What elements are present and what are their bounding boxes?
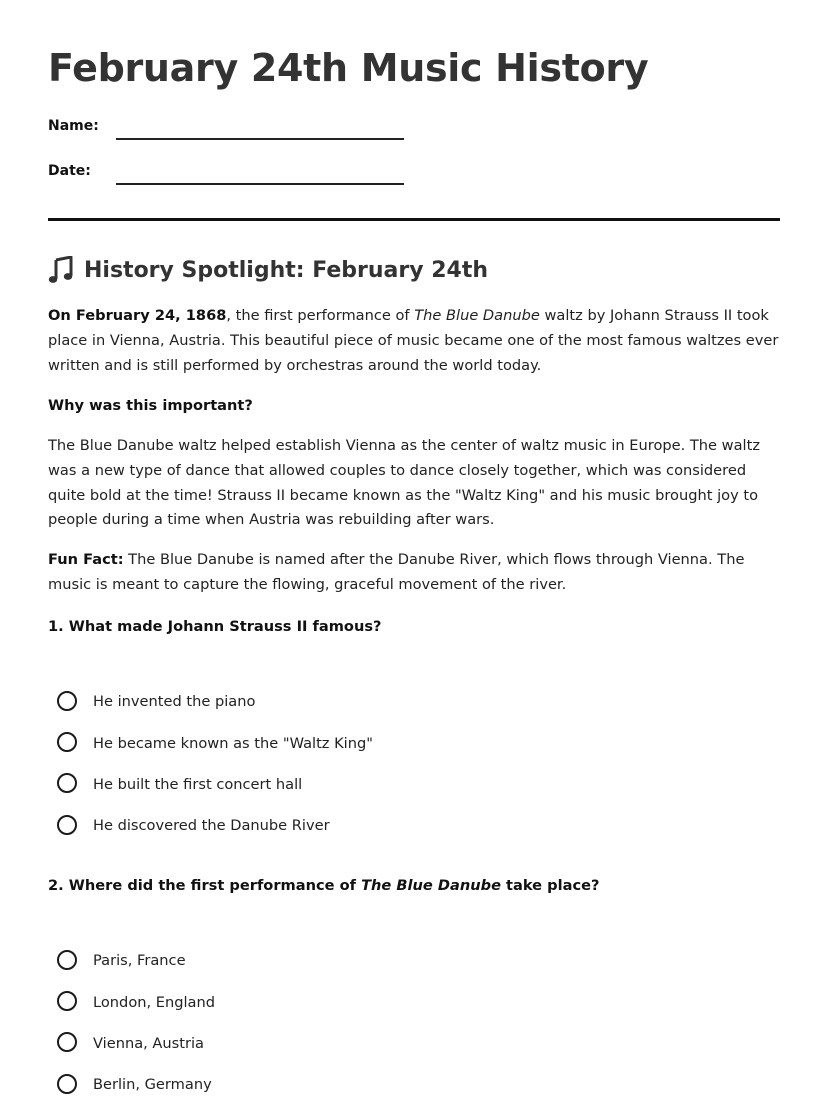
option-label: He built the first concert hall xyxy=(93,775,303,793)
intro-text-before-title: , the first performance of xyxy=(226,307,415,324)
name-label: Name: xyxy=(48,118,99,134)
name-input-line[interactable] xyxy=(116,138,404,140)
question-2-option-b[interactable] xyxy=(57,981,215,1022)
date-label: Date: xyxy=(48,163,91,179)
fun-fact-text: The Blue Danube is named after the Danube River, which flows through Vienna. The music is meant to capture the flowing, graceful movement of the river. xyxy=(48,551,745,593)
radio-button-icon[interactable] xyxy=(57,1074,77,1094)
intro-text-after-title: waltz by Johann Strauss II took place in Vienna, Austria. This beautiful piece of music became one of the most famous waltzes ever written and is still performed by orchestras around the world today. xyxy=(48,307,779,374)
question-2-option-a[interactable] xyxy=(57,940,215,981)
music-note-icon xyxy=(48,256,74,284)
intro-work-title: The Blue Danube xyxy=(414,307,540,324)
why-heading: Why was this important? xyxy=(48,397,253,414)
header-divider xyxy=(48,218,780,221)
question-2 xyxy=(48,877,599,894)
fun-fact-label: Fun Fact: xyxy=(48,551,124,568)
radio-button-icon[interactable] xyxy=(57,691,77,711)
question-2-text-after: take place? xyxy=(500,877,600,894)
importance-paragraph: The Blue Danube waltz helped establish Vienna as the center of waltz music in Europe. The waltz was a new type of dance that allowed couples to dance closely together, which was considered quite bold at the time! Strauss II became known as the "Waltz King" and his music brought joy to people during a time when Austria was rebuilding after wars. xyxy=(48,437,760,529)
question-2-option-c[interactable] xyxy=(57,1023,215,1064)
question-1-option-b[interactable] xyxy=(57,722,373,763)
option-label: He invented the piano xyxy=(93,693,256,711)
radio-button-icon[interactable] xyxy=(57,773,77,793)
option-label: London, England xyxy=(93,993,216,1011)
radio-button-icon[interactable] xyxy=(57,1032,77,1052)
date-field[interactable] xyxy=(48,161,408,191)
option-label: He became known as the "Waltz King" xyxy=(93,734,373,752)
option-label: Paris, France xyxy=(93,952,186,970)
date-input-line[interactable] xyxy=(116,183,404,185)
question-2-work-title: The Blue Danube xyxy=(361,877,501,894)
fun-fact-paragraph xyxy=(48,548,783,598)
section-heading-text: History Spotlight: February 24th xyxy=(84,257,489,283)
radio-button-icon[interactable] xyxy=(57,815,77,835)
option-label: Vienna, Austria xyxy=(93,1034,204,1052)
question-1-option-c[interactable] xyxy=(57,764,373,805)
radio-button-icon[interactable] xyxy=(57,991,77,1011)
question-1-option-a[interactable] xyxy=(57,681,373,722)
option-label: Berlin, Germany xyxy=(93,1076,212,1094)
radio-button-icon[interactable] xyxy=(57,732,77,752)
radio-button-icon[interactable] xyxy=(57,950,77,970)
question-1-option-d[interactable] xyxy=(57,805,373,846)
page-title: February 24th Music History xyxy=(48,46,649,90)
name-field[interactable] xyxy=(48,116,408,146)
intro-paragraph xyxy=(48,304,783,378)
intro-date: On February 24, 1868 xyxy=(48,307,227,324)
question-2-text-before: 2. Where did the first performance of xyxy=(48,877,362,894)
question-1-options xyxy=(57,681,373,847)
question-2-option-d[interactable] xyxy=(57,1064,215,1105)
section-heading xyxy=(48,256,488,284)
question-1: 1. What made Johann Strauss II famous? xyxy=(48,618,382,635)
option-label: He discovered the Danube River xyxy=(93,817,330,835)
question-2-options xyxy=(57,940,215,1106)
